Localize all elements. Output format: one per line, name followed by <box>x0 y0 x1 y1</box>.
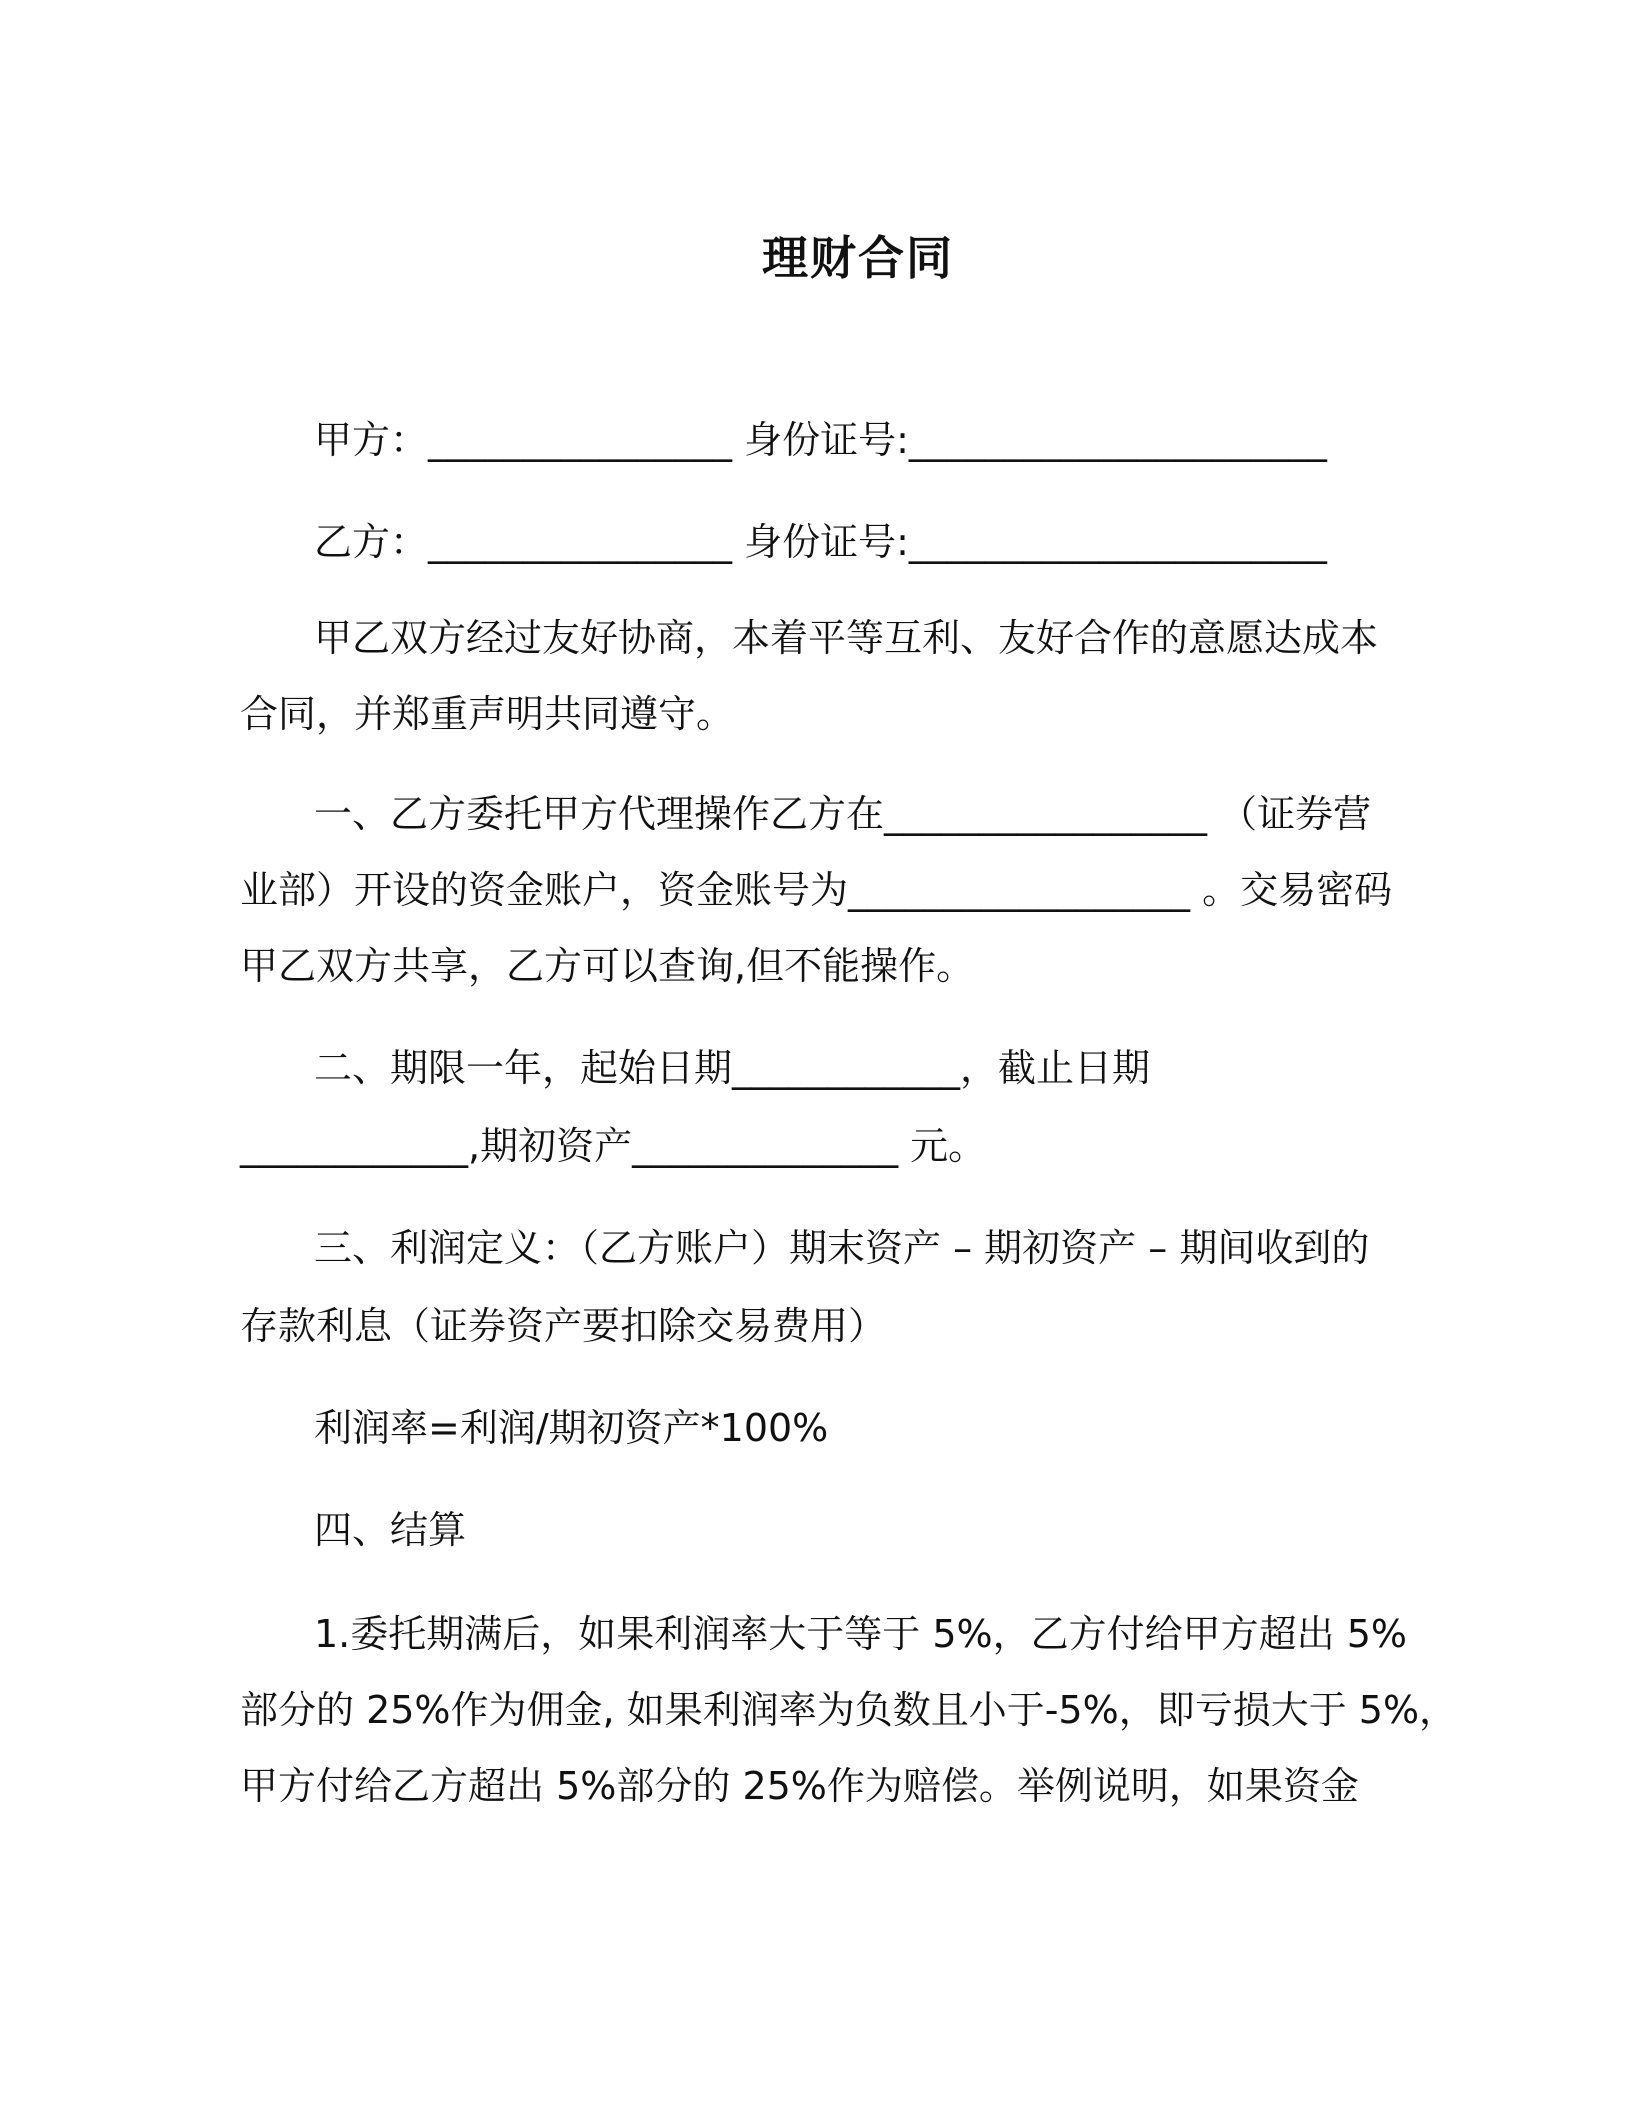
party-a-line: 甲方：________________ 身份证号:______________________ <box>314 418 1327 462</box>
clause1-line-1: 一、乙方委托甲方代理操作乙方在_________________ （证券营 <box>314 792 1372 836</box>
preamble-line-1: 甲乙双方经过友好协商，本着平等互利、友好合作的意愿达成本 <box>314 616 1379 660</box>
clause2-line-1: 二、期限一年，起始日期____________，截止日期 <box>314 1046 1151 1090</box>
clause4-item1-line-2: 部分的 25%作为佣金, 如果利润率为负数且小于-5%，即亏损大于 5%， <box>240 1688 1458 1732</box>
clause4-item1-line-1: 1.委托期满后，如果利润率大于等于 5%，乙方付给甲方超出 5% <box>314 1612 1407 1656</box>
clause4-heading: 四、结算 <box>314 1508 467 1552</box>
document-title: 理财合同 <box>762 231 954 285</box>
clause4-item1-line-3: 甲方付给乙方超出 5%部分的 25%作为赔偿。举例说明，如果资金 <box>240 1764 1359 1808</box>
clause2-line-2: ____________,期初资产______________ 元。 <box>240 1124 987 1168</box>
party-b-line: 乙方：________________ 身份证号:______________________ <box>314 520 1327 564</box>
profit-formula: 利润率=利润/期初资产*100% <box>314 1406 829 1450</box>
clause3-line-1: 三、利润定义：（乙方账户）期末资产 – 期初资产 – 期间收到的 <box>314 1226 1370 1270</box>
preamble-line-2: 合同，并郑重声明共同遵守。 <box>240 692 735 736</box>
clause1-line-3: 甲乙双方共享，乙方可以查询,但不能操作。 <box>240 944 975 988</box>
clause1-line-2: 业部）开设的资金账户，资金账号为__________________ 。交易密码 <box>240 868 1393 912</box>
clause3-line-2: 存款利息（证券资产要扣除交易费用） <box>240 1304 887 1348</box>
